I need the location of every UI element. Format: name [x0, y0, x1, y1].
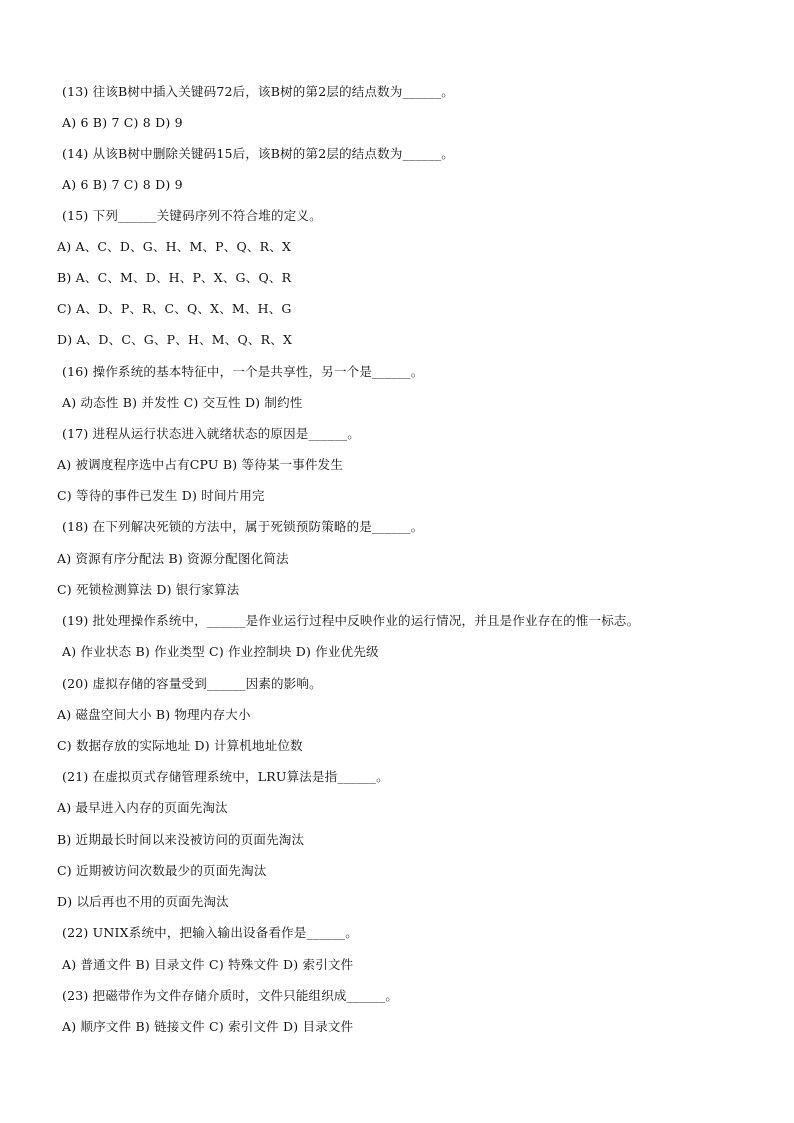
- question-13-options: A) 6 B) 7 C) 8 D) 9: [62, 115, 183, 130]
- question-15-option-b: B) A、C、M、D、H、P、X、G、Q、R: [57, 270, 292, 285]
- question-20-options-ab: A) 磁盘空间大小 B) 物理内存大小: [57, 707, 251, 722]
- question-17-options-ab: A) 被调度程序选中占有CPU B) 等待某一事件发生: [57, 457, 344, 472]
- question-14-options: A) 6 B) 7 C) 8 D) 9: [62, 177, 183, 192]
- question-16: (16) 操作系统的基本特征中，一个是共享性，另一个是______。: [62, 364, 424, 379]
- question-22: (22) UNIX系统中，把输入输出设备看作是______。: [62, 925, 358, 940]
- question-18: (18) 在下列解决死锁的方法中，属于死锁预防策略的是______。: [62, 519, 424, 534]
- question-16-options: A) 动态性 B) 并发性 C) 交互性 D) 制约性: [62, 395, 303, 410]
- question-20-options-cd: C) 数据存放的实际地址 D) 计算机地址位数: [57, 738, 303, 753]
- question-15-option-d: D) A、D、C、G、P、H、M、Q、R、X: [57, 332, 293, 347]
- question-21-option-c: C) 近期被访问次数最少的页面先淘汰: [57, 863, 267, 878]
- question-13: (13) 往该B树中插入关键码72后，该B树的第2层的结点数为______。: [62, 84, 454, 99]
- question-15: (15) 下列______关键码序列不符合堆的定义。: [62, 208, 322, 223]
- question-17: (17) 进程从运行状态进入就绪状态的原因是______。: [62, 426, 360, 441]
- question-21-option-b: B) 近期最长时间以来没被访问的页面先淘汰: [57, 832, 305, 847]
- question-21-option-d: D) 以后再也不用的页面先淘汰: [57, 894, 229, 909]
- question-15-option-c: C) A、D、P、R、C、Q、X、M、H、G: [57, 301, 292, 316]
- question-20: (20) 虚拟存储的容量受到______因素的影响。: [62, 676, 322, 691]
- question-18-options-ab: A) 资源有序分配法 B) 资源分配图化简法: [57, 551, 289, 566]
- question-19-options: A) 作业状态 B) 作业类型 C) 作业控制块 D) 作业优先级: [62, 644, 379, 659]
- question-14: (14) 从该B树中删除关键码15后，该B树的第2层的结点数为______。: [62, 146, 454, 161]
- question-21-option-a: A) 最早进入内存的页面先淘汰: [57, 800, 228, 815]
- question-23-options: A) 顺序文件 B) 链接文件 C) 索引文件 D) 目录文件: [62, 1019, 354, 1034]
- question-19: (19) 批处理操作系统中，______是作业运行过程中反映作业的运行情况，并且是作业存在的惟一标志。: [62, 613, 640, 628]
- question-23: (23) 把磁带作为文件存储介质时，文件只能组织成______。: [62, 988, 399, 1003]
- question-17-options-cd: C) 等待的事件已发生 D) 时间片用完: [57, 488, 265, 503]
- question-15-option-a: A) A、C、D、G、H、M、P、Q、R、X: [57, 239, 292, 254]
- question-22-options: A) 普通文件 B) 目录文件 C) 特殊文件 D) 索引文件: [62, 957, 354, 972]
- question-21: (21) 在虚拟页式存储管理系统中，LRU算法是指______。: [62, 769, 389, 784]
- question-18-options-cd: C) 死锁检测算法 D) 银行家算法: [57, 582, 240, 597]
